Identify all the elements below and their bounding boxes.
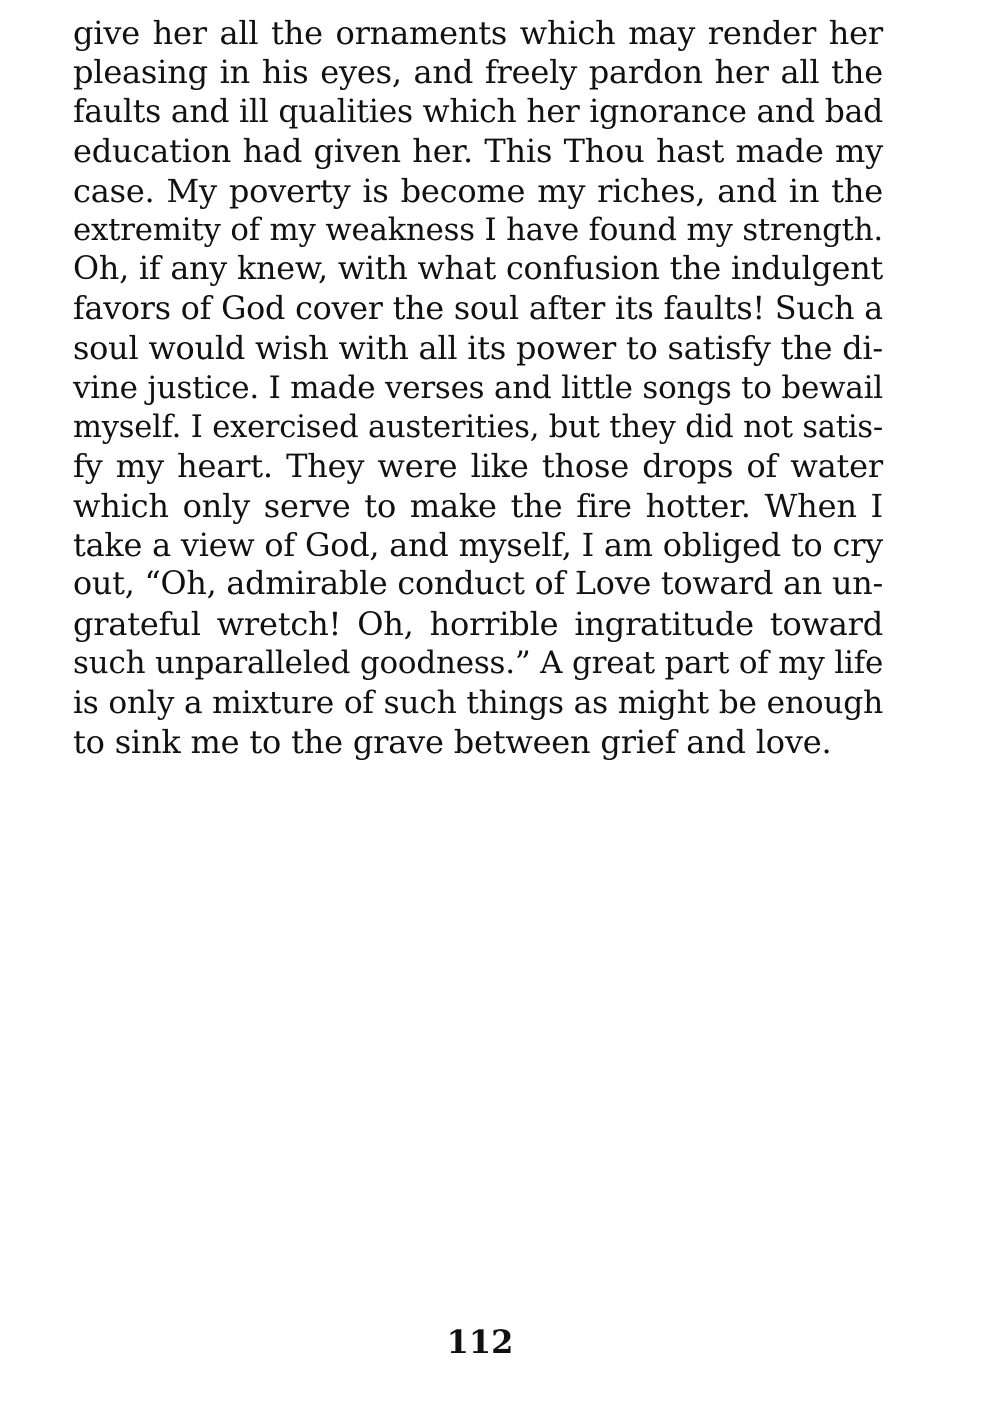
text-line-16: grateful wretch! Oh, horrible ingratitude toward bbox=[73, 604, 883, 643]
page-number-container bbox=[0, 1322, 1000, 1362]
text-line-17: such unparalleled goodness.” A great part of my life bbox=[73, 645, 884, 682]
text-line-13: which only serve to make the fire hotter. When I bbox=[73, 486, 883, 525]
text-line-15: out, “Oh, admirable conduct of Love toward an un- bbox=[73, 566, 883, 603]
text-line-14: take a view of God, and myself, I am obliged to cry bbox=[73, 526, 883, 565]
text-line-12: fy my heart. They were like those drops of water bbox=[73, 447, 883, 486]
text-line-18: is only a mixture of such things as might be enough bbox=[73, 684, 883, 721]
text-line-1: give her all the ornaments which may render her bbox=[73, 14, 883, 52]
text-line-10: vine justice. I made verses and little songs to bewail bbox=[73, 369, 883, 406]
text-line-2: pleasing in his eyes, and freely pardon her all the bbox=[73, 53, 883, 92]
text-line-6: extremity of my weakness I have found my strength. bbox=[73, 211, 883, 248]
text-line-4: education had given her. This Thou hast made my bbox=[73, 132, 883, 171]
text-line-5: case. My poverty is become my riches, and in the bbox=[73, 171, 883, 210]
text-line-11: myself. I exercised austerities, but they did not satis- bbox=[73, 409, 883, 445]
text-line-3: faults and ill qualities which her ignorance and bad bbox=[73, 93, 883, 130]
text-line-8: favors of God cover the soul after its faults! Such a bbox=[73, 290, 883, 327]
text-line-9: soul would wish with all its power to satisfy the di- bbox=[73, 329, 883, 368]
page-number: 112 bbox=[446, 1323, 514, 1361]
text-line-7: Oh, if any knew, with what confusion the indulgent bbox=[73, 251, 883, 288]
body-text bbox=[73, 14, 883, 762]
text-line-19: to sink me to the grave between grief and love. bbox=[73, 723, 832, 762]
